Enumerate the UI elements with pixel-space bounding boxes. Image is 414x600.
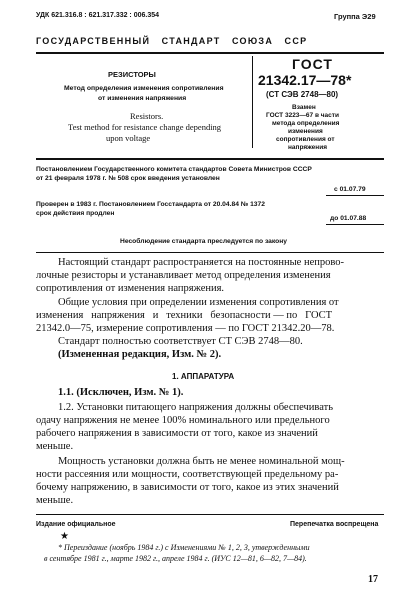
replace-line4: изменения (288, 128, 323, 135)
footer-rule (36, 514, 384, 515)
replace-line2: ГОСТ 3223—67 в части (266, 112, 339, 119)
decree-date2: до 01.07.88 (330, 215, 367, 222)
title-ru: РЕЗИСТОРЫ (108, 70, 156, 79)
para2-line3: 21342.0—75, измерение сопротивления — по ГОСТ 21342.20—78. (36, 323, 335, 334)
date2-rule (326, 224, 384, 225)
udk-code: УДК 621.316.8 : 621.317.332 : 006.354 (36, 12, 160, 19)
official-edition: Издание официальное (36, 521, 116, 528)
gost-divider (252, 56, 253, 148)
reprint-prohibited: Перепечатка воспрещена (290, 521, 379, 528)
clause-1-2-line4: меньше. (36, 441, 74, 452)
para1-line3: сопротивления от изменения напряжения. (36, 283, 225, 294)
subtitle-ru-line1: Метод определения изменения сопротивления (64, 85, 224, 92)
replace-line1: Взамен (292, 104, 316, 111)
st-sev: (СТ СЭВ 2748—80) (266, 90, 339, 99)
gost-label: ГОСТ (292, 56, 333, 72)
decree-date1: с 01.07.79 (334, 186, 366, 193)
clause-1-1: 1.1. (Исключен, Изм. № 1). (58, 387, 184, 398)
decree-line3: Проверен в 1983 г. Постановлением Госстандарта от 20.04.84 № 1372 (36, 201, 265, 208)
para3-line1: Стандарт полностью соответствует СТ СЭВ 2748—80. (58, 336, 303, 347)
gost-number: 21342.17—78* (258, 72, 352, 88)
replace-line6: напряжения (288, 144, 327, 151)
decree-bottom-rule (36, 252, 384, 253)
title-en-line1: Resistors. (130, 111, 164, 121)
standard-banner: ГОСУДАРСТВЕННЫЙ СТАНДАРТ СОЮЗА ССР (36, 36, 308, 46)
para4-line1: Мощность установки должна быть не менее номинальной мощ- (58, 456, 345, 467)
decree-line1: Постановлением Государственного комитета стандартов Совета Министров СССР (36, 166, 312, 173)
para2-line2: изменения напряжения и техники безопасности — по ГОСТ (36, 310, 333, 321)
para1-line1: Настоящий стандарт распространяется на постоянные непрово- (58, 257, 344, 268)
star-icon: ★ (60, 531, 69, 542)
clause-1-2-line3: рабочего напряжения в зависимости от того, какое из значений (36, 428, 318, 439)
section-title: 1. АППАРАТУРА (172, 372, 235, 381)
title-en-line3: upon voltage (106, 133, 151, 143)
clause-1-2-line2: одачу напряжения не менее 100% номинального или предельного (36, 415, 330, 426)
subtitle-ru-line2: от изменения напряжения (98, 95, 187, 102)
group-label: Группа Э29 (334, 12, 376, 21)
para2-line1: Общие условия при определении изменения сопротивления от (58, 297, 339, 308)
page-number: 17 (368, 574, 378, 585)
decree-line2: от 21 февраля 1978 г. № 508 срок введения установлен (36, 175, 220, 182)
law-notice: Несоблюдение стандарта преследуется по закону (120, 238, 288, 245)
decree-top-rule (36, 158, 384, 160)
decree-line4: срок действия продлен (36, 210, 115, 217)
para1-line2: лочные резисторы и устанавливает метод определения изменения (36, 270, 331, 281)
replace-line5: сопротивления от (276, 136, 335, 143)
footnote-line1: * Переиздание (ноябрь 1984 г.) с Изменениями № 1, 2, 3, утвержденными (58, 543, 310, 552)
title-en-line2: Test method for resistance change depending (68, 122, 222, 132)
footnote-line2: в сентябре 1981 г., марте 1982 г., апреле 1984 г. (ИУС 12—81, 6—82, 7—84). (44, 554, 307, 563)
para4-line3: бочему напряжению, в зависимости от того, какое из этих значений (36, 482, 339, 493)
header-rule (36, 52, 384, 54)
date1-rule (326, 195, 384, 196)
replace-line3: метода определения (272, 120, 340, 127)
clause-1-2-line1: 1.2. Установки питающего напряжения должны обеспечивать (58, 402, 333, 413)
para4-line4: меньше. (36, 495, 74, 506)
para3-line2: (Измененная редакция, Изм. № 2). (58, 349, 222, 360)
para4-line2: ности рассеяния или мощности, соответствующей предельному ра- (36, 469, 339, 480)
